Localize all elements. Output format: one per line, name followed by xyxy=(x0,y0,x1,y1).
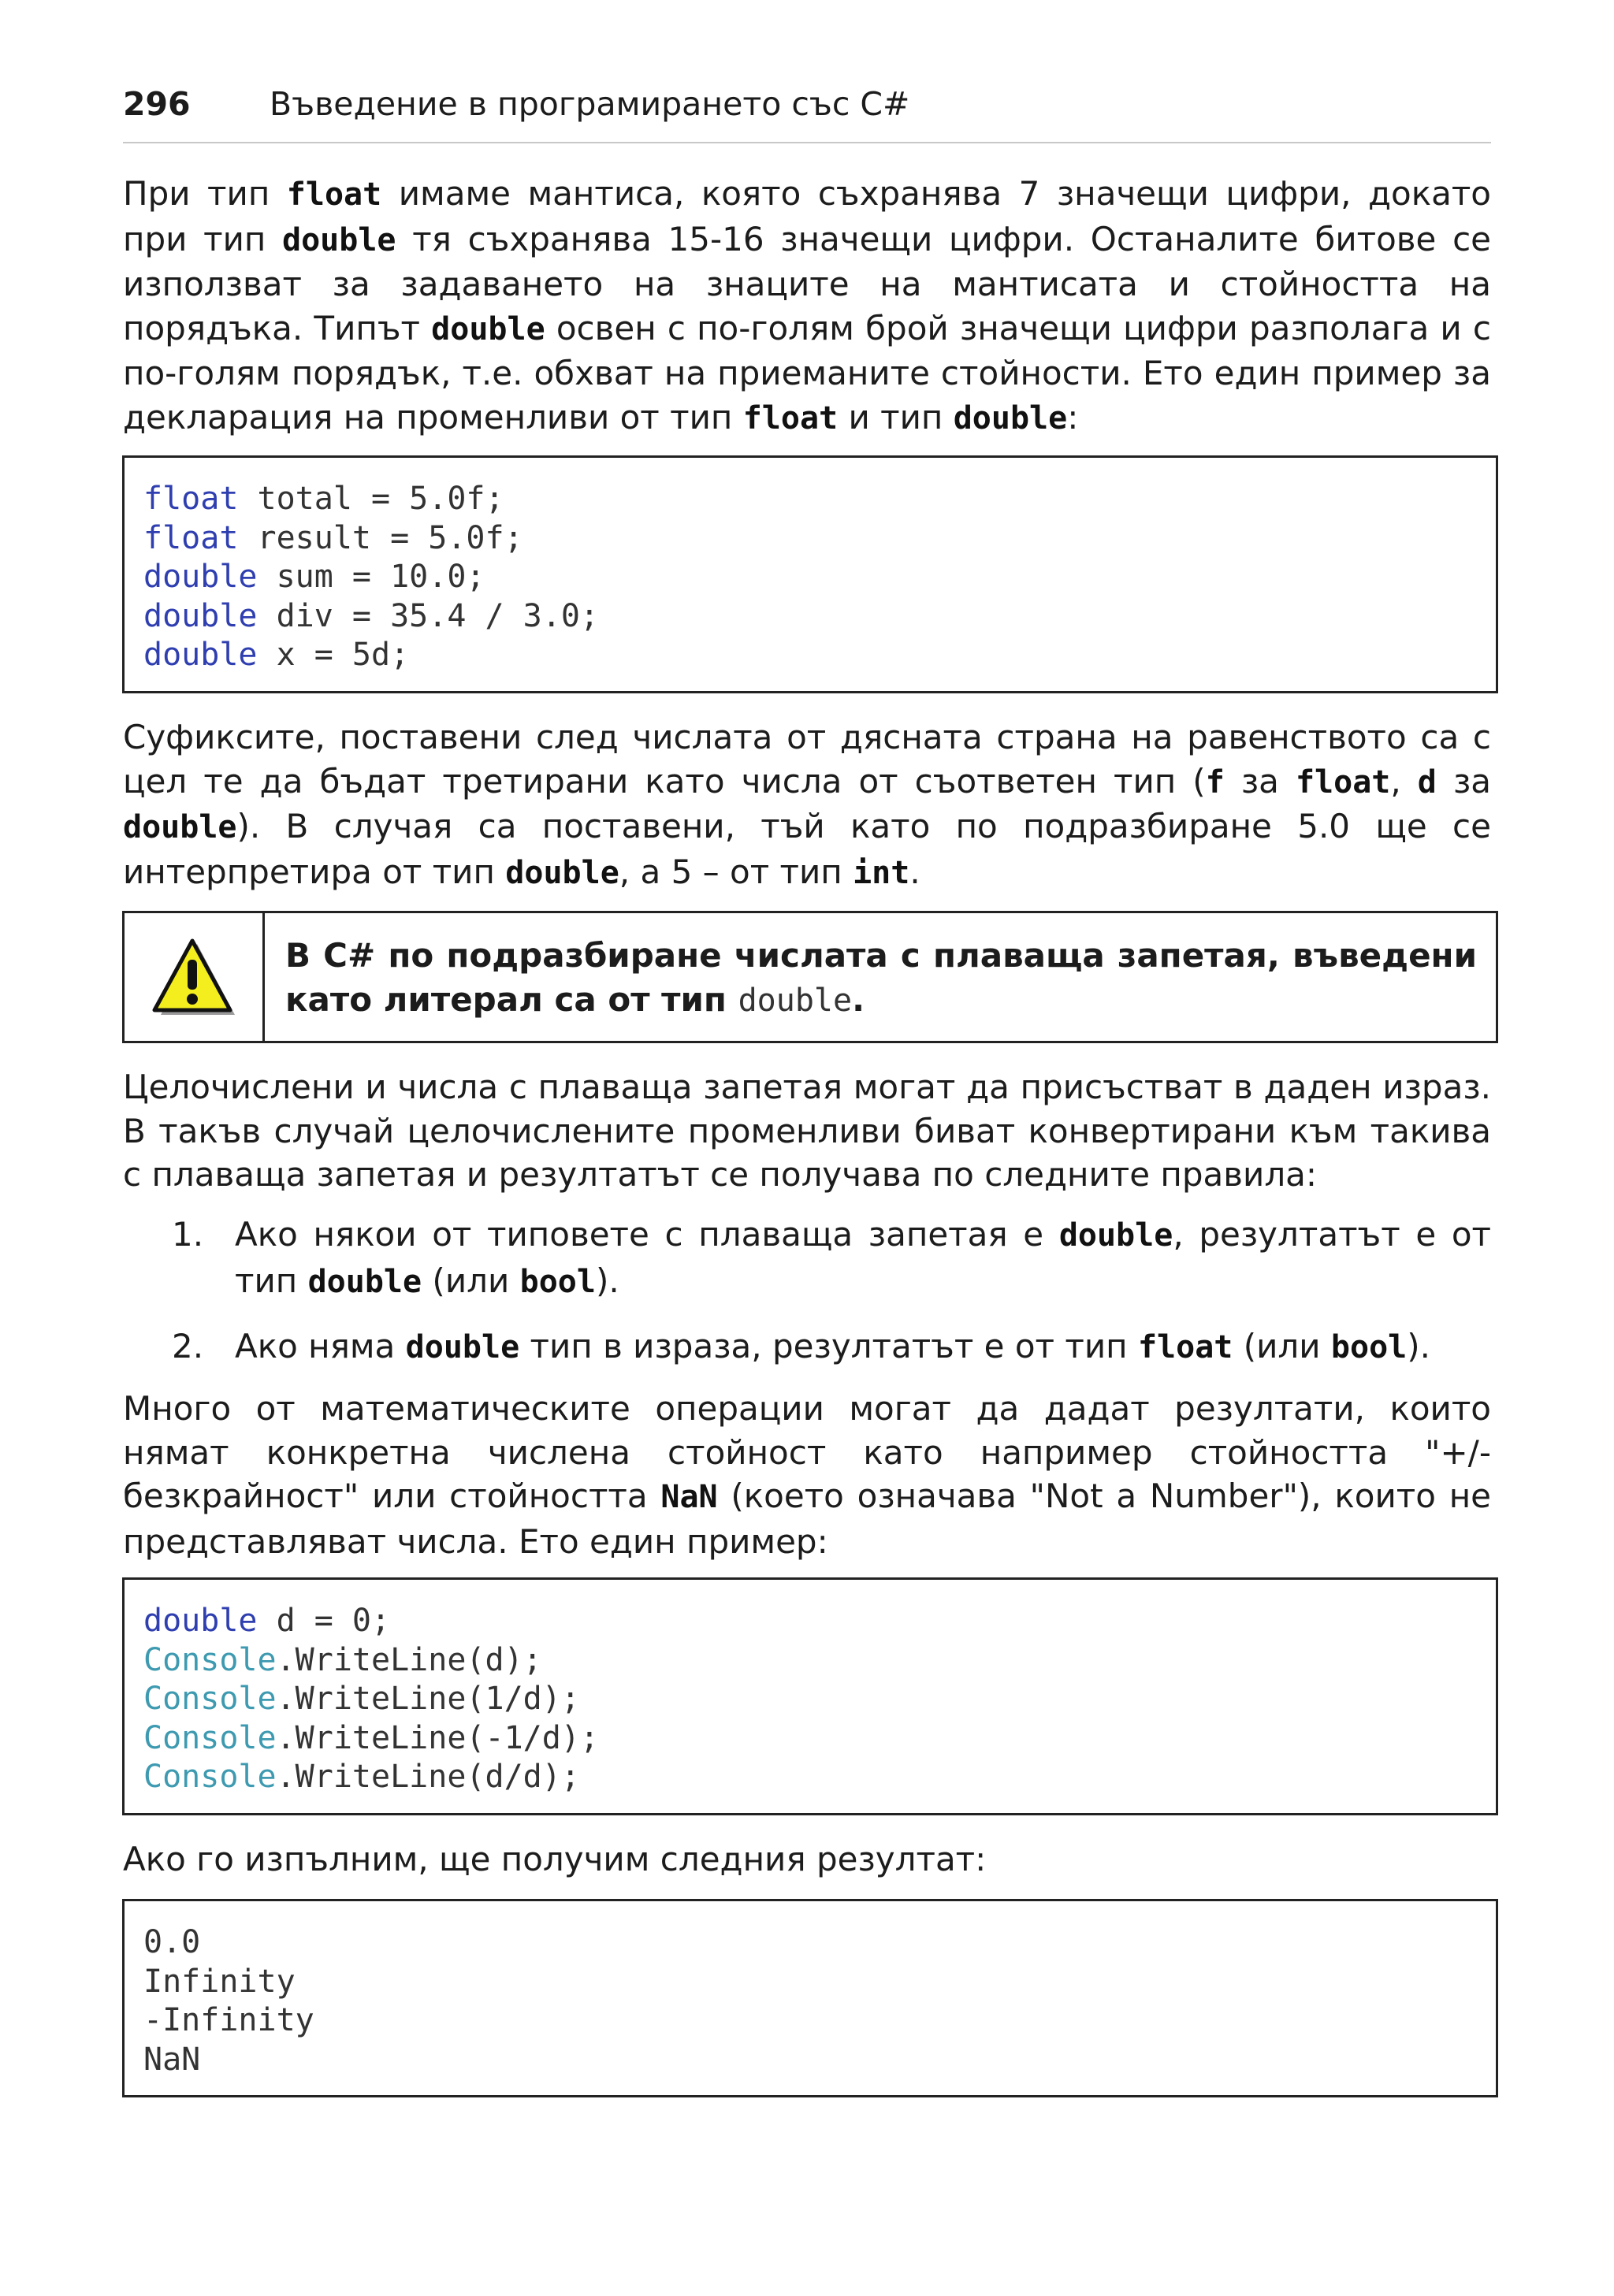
paragraph-mixed-expressions: Целочислени и числа с плаваща запетая могат да присъстват в даден израз. В такъв случай целочислените променливи биват конвертирани към такива с плаваща запетая и резултатът се получава по следните правила: xyxy=(123,1068,1491,1194)
warning-triangle-icon xyxy=(150,936,238,1018)
code-line: Console.WriteLine(d/d); xyxy=(143,1759,580,1796)
output-line: -Infinity xyxy=(143,2002,314,2039)
paragraph-suffixes: Суфиксите, поставени след числата от дясната страна на равенството са с цел те да бъдат третирани като числа от съответен тип (f за float, d за double). В случая са поставени, тъй като по подразбиране 5.0 ще се интерпретира от тип double, а 5 – от тип int. xyxy=(123,718,1492,891)
output-line: NaN xyxy=(143,2041,201,2078)
paragraph-nan-infinity: Много от математическите операции могат да дадат резултати, които нямат конкретна числена стойност като например стойността "+/- безкрайност" или стойността NaN (което означава "Not a Number"), които не представляват числа. Ето един пример: xyxy=(123,1389,1491,1561)
page-number: 296 xyxy=(123,85,191,123)
code-line: double x = 5d; xyxy=(143,637,410,674)
output-block xyxy=(122,1899,1498,2097)
code-line: float total = 5.0f; xyxy=(143,481,504,517)
code-block-division xyxy=(122,1577,1498,1815)
code-line: double d = 0; xyxy=(143,1603,391,1639)
rules-list xyxy=(123,1212,1491,1370)
output-line: Infinity xyxy=(143,1963,296,2000)
code-line: float result = 5.0f; xyxy=(143,519,523,556)
warning-text: В C# по подразбиране числата с плаваща запетая, въведени като литерал са от тип double. xyxy=(285,936,1477,1019)
paragraph-result-intro: Ако го изпълним, ще получим следния резултат: xyxy=(123,1840,987,1878)
book-title: Въведение в програмирането със C# xyxy=(270,85,910,123)
code-line: double div = 35.4 / 3.0; xyxy=(143,597,599,634)
paragraph-float-double: При тип float имаме мантиса, която съхранява 7 значещи цифри, докато при тип double тя съхранява 15-16 значещи цифри. Останалите битове се използват за задаването на знаците на мантисата и стойността на порядъка. Типът double освен с по-голям брой значещи цифри разполага и с по-голям порядък, т.е. обхват на приеманите стойности. Ето един пример за декларация на променливи от тип float и тип double: xyxy=(123,174,1491,437)
code-line: double sum = 10.0; xyxy=(143,559,485,596)
code-block-declarations xyxy=(122,455,1498,693)
list-item: 2. Ако няма double тип в израза, резултатът е от тип float (или bool). xyxy=(172,1327,1430,1365)
code-line: Console.WriteLine(d); xyxy=(143,1641,542,1678)
code-line: Console.WriteLine(1/d); xyxy=(143,1681,580,1718)
page-header xyxy=(123,77,1491,143)
code-line: Console.WriteLine(-1/d); xyxy=(143,1719,599,1756)
output-line: 0.0 xyxy=(143,1924,201,1960)
list-item: 1. Ако някои от типовете с плаваща запетая е double, резултатът е от тип double (или bool). xyxy=(172,1215,1492,1300)
warning-note xyxy=(122,911,1498,1043)
